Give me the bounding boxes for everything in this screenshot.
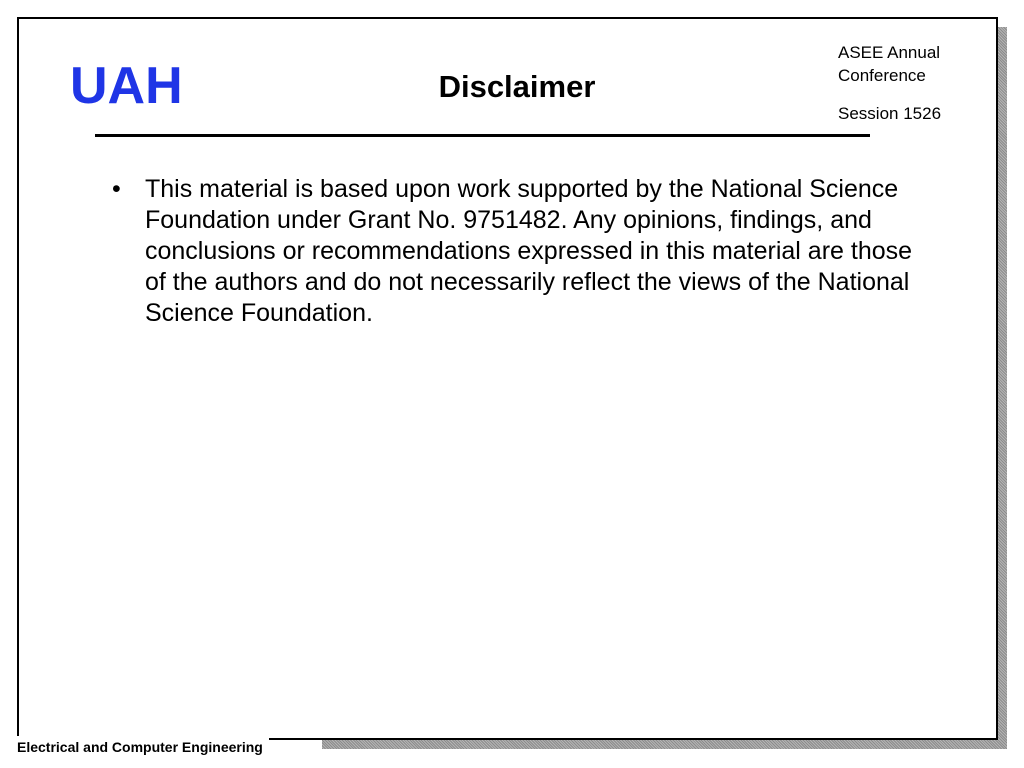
disclaimer-list	[112, 174, 932, 329]
conference-info	[838, 41, 941, 125]
uah-logo: UAH	[70, 57, 183, 115]
disclaimer-text: This material is based upon work supported by the National Science Foundation under Grant No. 9751482. Any opinions, findings, and conclusions or recommendations expressed in this material are those of the authors and do not necessarily reflect the views of the National Science Foundation.	[145, 175, 913, 327]
department-footer: Electrical and Computer Engineering	[14, 736, 269, 758]
slide-frame	[17, 17, 998, 740]
bullet-icon: •	[112, 175, 121, 203]
disclaimer-item	[112, 174, 932, 329]
frame-shadow-right	[998, 27, 1007, 749]
conference-name-line2: Conference	[838, 66, 926, 85]
session-number: Session 1526	[838, 104, 942, 123]
conference-name-line1: ASEE Annual	[838, 43, 941, 62]
slide-title: Disclaimer	[438, 69, 596, 104]
frame-shadow-bottom	[322, 740, 1007, 749]
title-divider	[95, 134, 870, 137]
